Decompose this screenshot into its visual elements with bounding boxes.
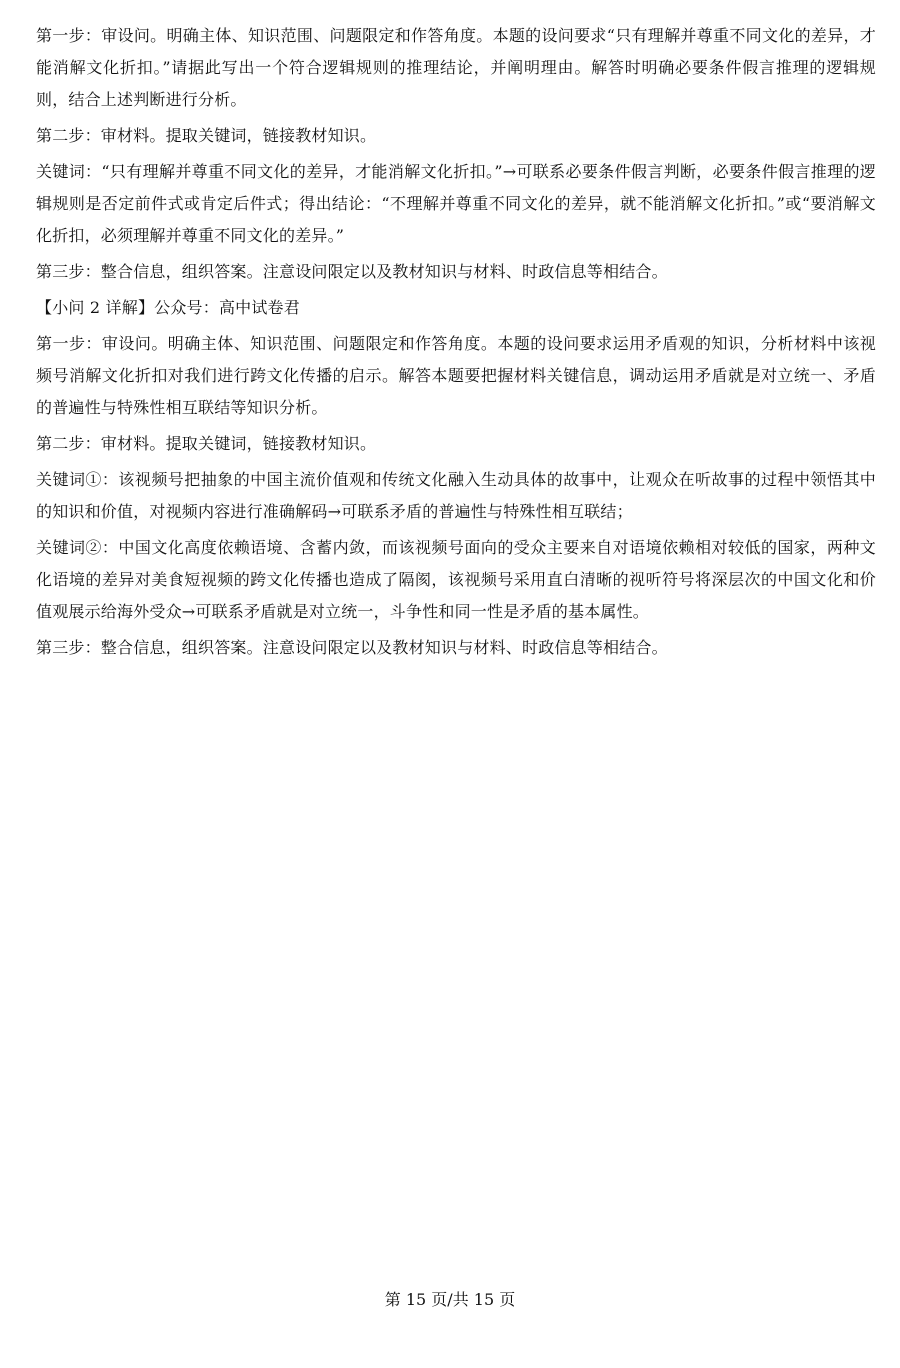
step-1-question-review: 第一步：审设问。明确主体、知识范围、问题限定和作答角度。本题的设问要求“只有理解并尊重不同文化的差异，才能消解文化折扣。”请据此写出一个符合逻辑规则的推理结论，并阐明理由。解答时明确必要条件假言推理的逻辑规则，结合上述判断进行分析。 [36, 26, 876, 109]
sub-question-2-heading: 【小问 2 详解】公众号：高中试卷君 [36, 298, 300, 317]
q2-keyword-1: 关键词①：该视频号把抽象的中国主流价值观和传统文化融入生动具体的故事中，让观众在听故事的过程中领悟其中的知识和价值，对视频内容进行准确解码→可联系矛盾的普遍性与特殊性相互联结； [36, 470, 876, 521]
q2-keyword-2: 关键词②：中国文化高度依赖语境、含蓄内敛，而该视频号面向的受众主要来自对语境依赖相对较低的国家，两种文化语境的差异对美食短视频的跨文化传播也造成了隔阂，该视频号采用直白清晰的视听符号将深层次的中国文化和价值观展示给海外受众→可联系矛盾就是对立统一，斗争性和同一性是矛盾的基本属性。 [36, 538, 876, 621]
page-number: 第 15 页/共 15 页 [384, 1290, 516, 1309]
document-body [36, 20, 876, 668]
q2-step-2-material-review: 第二步：审材料。提取关键词，链接教材知识。 [36, 434, 377, 453]
q2-step-3-answer-organize: 第三步：整合信息，组织答案。注意设问限定以及教材知识与材料、时政信息等相结合。 [36, 638, 668, 657]
q2-step-1-question-review: 第一步：审设问。明确主体、知识范围、问题限定和作答角度。本题的设问要求运用矛盾观的知识，分析材料中该视频号消解文化折扣对我们进行跨文化传播的启示。解答本题要把握材料关键信息，调动运用矛盾就是对立统一、矛盾的普遍性与特殊性相互联结等知识分析。 [36, 334, 876, 417]
step-2-material-review: 第二步：审材料。提取关键词，链接教材知识。 [36, 126, 377, 145]
keyword-paragraph: 关键词：“只有理解并尊重不同文化的差异，才能消解文化折扣。”→可联系必要条件假言判断，必要条件假言推理的逻辑规则是否定前件式或肯定后件式；得出结论：“不理解并尊重不同文化的差异，就不能消解文化折扣。”或“要消解文化折扣，必须理解并尊重不同文化的差异。” [36, 162, 876, 245]
step-3-answer-organize: 第三步：整合信息，组织答案。注意设问限定以及教材知识与材料、时政信息等相结合。 [36, 262, 668, 281]
